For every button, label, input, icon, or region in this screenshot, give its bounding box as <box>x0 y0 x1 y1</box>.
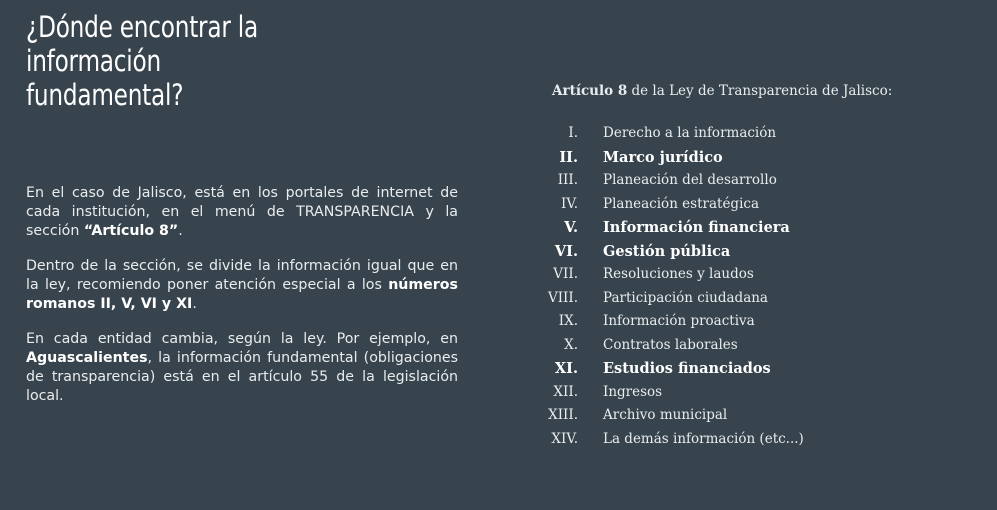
roman-numeral: VII. <box>553 266 578 282</box>
paragraph-entities-text: En cada entidad cambia, según la ley. Por ejemplo, en <box>26 331 458 347</box>
law-section-label: Planeación estratégica <box>603 195 760 212</box>
roman-numeral: IX. <box>558 313 578 329</box>
law-section-label: Información proactiva <box>603 313 755 329</box>
law-section-item <box>536 287 804 311</box>
law-section-item <box>536 357 804 381</box>
roman-numeral: XIV. <box>551 430 578 447</box>
roman-numeral: VIII. <box>547 289 578 306</box>
law-heading <box>552 82 892 100</box>
law-section-list <box>536 122 804 451</box>
law-section-label: Derecho a la información <box>603 125 777 141</box>
paragraph-section-text: Dentro de la sección, se divide la información igual que en la ley, recomiendo poner atención especial a los <box>26 258 458 293</box>
law-section-item <box>536 169 804 193</box>
law-section-label: Estudios financiados <box>603 360 771 377</box>
roman-numeral: VI. <box>554 242 578 260</box>
law-section-item <box>536 428 804 452</box>
paragraph-entities <box>26 330 458 406</box>
roman-numeral: X. <box>564 336 578 353</box>
law-section-item <box>536 193 804 217</box>
law-section-item <box>536 122 804 146</box>
paragraph-jalisco-text: En el caso de Jalisco, está en los portales de internet de cada institución, en el menú de TRANSPARENCIA y la sección <box>26 185 458 239</box>
aguascalientes-highlight: Aguascalientes <box>26 350 148 366</box>
law-section-item <box>536 263 804 287</box>
law-section-label: Marco jurídico <box>603 148 723 166</box>
law-article-name: Artículo 8 <box>552 83 628 99</box>
roman-numeral: XII. <box>553 383 578 400</box>
roman-numeral: XI. <box>554 360 578 377</box>
law-section-label: Participación ciudadana <box>603 289 768 306</box>
law-section-item <box>536 146 804 170</box>
law-section-item <box>536 310 804 334</box>
roman-numeral: I. <box>568 125 578 141</box>
roman-numeral: XIII. <box>548 407 578 423</box>
paragraph-jalisco-end: . <box>178 223 183 239</box>
law-section-label: Planeación del desarrollo <box>603 172 777 188</box>
articulo-8-highlight: “Artículo 8” <box>83 223 179 239</box>
roman-numerals-highlight: números romanos II, V, VI y XI <box>26 277 458 312</box>
law-section-item <box>536 334 804 358</box>
law-section-item <box>536 240 804 264</box>
law-section-label: Resoluciones y laudos <box>603 266 754 282</box>
roman-numeral: V. <box>564 219 578 236</box>
explanation-text <box>26 184 458 422</box>
roman-numeral: II. <box>559 148 578 166</box>
law-section-label: Información financiera <box>603 219 790 236</box>
paragraph-section <box>26 257 458 314</box>
paragraph-jalisco <box>26 184 458 241</box>
law-section-label: Contratos laborales <box>603 336 738 353</box>
law-section-label: Ingresos <box>603 383 663 400</box>
law-section-label: Gestión pública <box>603 242 731 260</box>
law-section-item <box>536 404 804 428</box>
roman-numeral: III. <box>557 172 578 188</box>
law-section-label: La demás información (etc...) <box>603 430 804 447</box>
roman-numeral: IV. <box>560 195 578 212</box>
paragraph-entities-end: , la información fundamental (obligaciones de transparencia) está en el artículo 55 de la legislación local. <box>26 350 458 404</box>
law-section-item <box>536 381 804 405</box>
paragraph-section-end: . <box>192 296 197 312</box>
law-section-label: Archivo municipal <box>603 407 728 423</box>
law-section-item <box>536 216 804 240</box>
law-heading-rest: de la Ley de Transparencia de Jalisco: <box>627 83 893 99</box>
slide-title: ¿Dónde encontrar la información fundamental? <box>26 10 258 112</box>
